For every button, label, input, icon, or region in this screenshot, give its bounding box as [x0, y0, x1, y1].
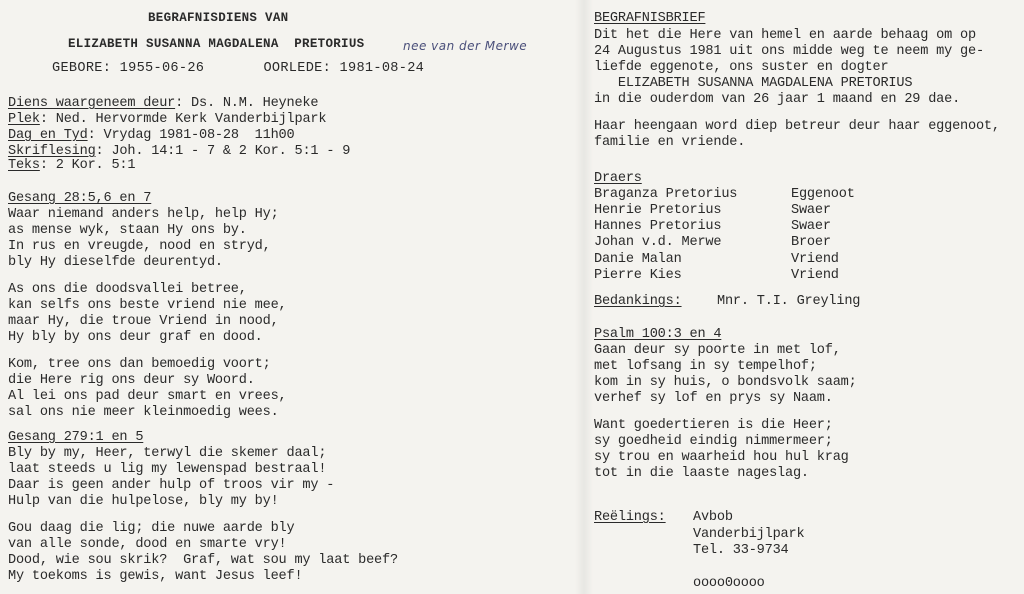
page-fold-shadow: [575, 0, 593, 594]
verse-line: Hy bly by ons deur graf en dood.: [8, 330, 263, 345]
verse-line: laat steeds u lig my lewenspad bestraal!: [8, 462, 327, 477]
notice-deceased-name: ELIZABETH SUSANNA MAGDALENA PRETORIUS: [594, 76, 913, 91]
bearer-role: Eggenoot: [791, 187, 855, 202]
bearer-name: Johan v.d. Merwe: [594, 235, 722, 250]
bearers-heading: Draers: [594, 171, 642, 186]
mourning-line: Haar heengaan word diep betreur deur haar eggenoot,: [594, 119, 1000, 134]
verse-line: As ons die doodsvallei betree,: [8, 282, 247, 297]
hymn-279-heading: Gesang 279:1 en 5: [8, 430, 144, 445]
bearer-name: Danie Malan: [594, 252, 682, 267]
notice-line: 24 Augustus 1981 uit ons midde weg te neem my ge-: [594, 44, 984, 59]
thanks-text: Mnr. T.I. Greyling: [717, 294, 861, 309]
service-venue: Plek: Ned. Hervormde Kerk Vanderbijlpark: [8, 112, 327, 127]
notice-heading: BEGRAFNISBRIEF: [594, 11, 706, 26]
verse-line: verhef sy lof en prys sy Naam.: [594, 391, 833, 406]
verse-line: bly Hy dieselfde deurentyd.: [8, 255, 223, 270]
verse-line: sal ons nie meer kleinmoedig wees.: [8, 405, 279, 420]
bearer-role: Swaer: [791, 219, 831, 234]
notice-line: Dit het die Here van hemel en aarde behaag om op: [594, 28, 976, 43]
verse-line: Bly by my, Heer, terwyl die skemer daal;: [8, 446, 327, 461]
psalm-heading: Psalm 100:3 en 4: [594, 327, 722, 342]
service-title: BEGRAFNISDIENS VAN: [148, 11, 289, 25]
handwritten-maiden-name: nee van der Merwe: [403, 39, 528, 53]
arrangements-line: Avbob: [693, 510, 733, 525]
verse-line: van alle sonde, dood en smarte vry!: [8, 537, 287, 552]
verse-line: Kom, tree ons dan bemoedig voort;: [8, 357, 271, 372]
verse-line: kan selfs ons beste vriend nie mee,: [8, 298, 287, 313]
service-scripture: Skriflesing: Joh. 14:1 - 7 & 2 Kor. 5:1 - 9: [8, 144, 351, 159]
verse-line: sy trou en waarheid hou hul krag: [594, 450, 849, 465]
bearer-name: Braganza Pretorius: [594, 187, 738, 202]
bearer-name: Pierre Kies: [594, 268, 682, 283]
verse-line: In rus en vreugde, nood en stryd,: [8, 239, 271, 254]
service-officiant: Diens waargeneem deur: Ds. N.M. Heyneke: [8, 96, 319, 111]
verse-line: maar Hy, die troue Vriend in nood,: [8, 314, 279, 329]
verse-line: tot in die laaste nageslag.: [594, 466, 809, 481]
verse-line: as mense wyk, staan Hy ons by.: [8, 223, 247, 238]
verse-line: die Here rig ons deur sy Woord.: [8, 373, 255, 388]
verse-line: met lofsang in sy tempelhof;: [594, 359, 817, 374]
verse-line: kom in sy huis, o bondsvolk saam;: [594, 375, 857, 390]
arrangements-line: Vanderbijlpark: [693, 527, 805, 542]
bearer-name: Henrie Pretorius: [594, 203, 722, 218]
verse-line: Waar niemand anders help, help Hy;: [8, 207, 279, 222]
bearer-role: Swaer: [791, 203, 831, 218]
closing-ornament: oooo0oooo: [693, 576, 765, 591]
verse-line: Al lei ons pad deur smart en vrees,: [8, 389, 287, 404]
thanks-label: Bedankings:: [594, 294, 682, 309]
verse-line: sy goedheid eindig nimmermeer;: [594, 434, 833, 449]
service-text: Teks: 2 Kor. 5:1: [8, 158, 136, 173]
deceased-name: ELIZABETH SUSANNA MAGDALENA PRETORIUS: [68, 37, 365, 51]
mourning-line: familie en vriende.: [594, 135, 746, 150]
verse-line: Want goedertieren is die Heer;: [594, 418, 833, 433]
verse-line: Gou daag die lig; die nuwe aarde bly: [8, 521, 295, 536]
notice-line: liefde eggenote, ons suster en dogter: [594, 60, 889, 75]
arrangements-phone: Tel. 33-9734: [693, 543, 789, 558]
hymn-28-heading: Gesang 28:5,6 en 7: [8, 191, 152, 206]
verse-line: Gaan deur sy poorte in met lof,: [594, 343, 841, 358]
verse-line: My toekoms is gewis, want Jesus leef!: [8, 569, 303, 584]
verse-line: Daar is geen ander hulp of troos vir my -: [8, 478, 335, 493]
arrangements-label: Reëlings:: [594, 510, 666, 525]
bearer-role: Vriend: [791, 268, 839, 283]
verse-line: Hulp van die hulpelose, bly my by!: [8, 494, 279, 509]
notice-line: in die ouderdom van 26 jaar 1 maand en 29 dae.: [594, 92, 961, 107]
bearer-name: Hannes Pretorius: [594, 219, 722, 234]
service-date-time: Dag en Tyd: Vrydag 1981-08-28 11h00: [8, 128, 295, 143]
bearer-role: Vriend: [791, 252, 839, 267]
birth-death-dates: GEBORE: 1955-06-26 OORLEDE: 1981-08-24: [52, 61, 425, 76]
verse-line: Dood, wie sou skrik? Graf, wat sou my laat beef?: [8, 553, 398, 568]
bearer-role: Broer: [791, 235, 831, 250]
